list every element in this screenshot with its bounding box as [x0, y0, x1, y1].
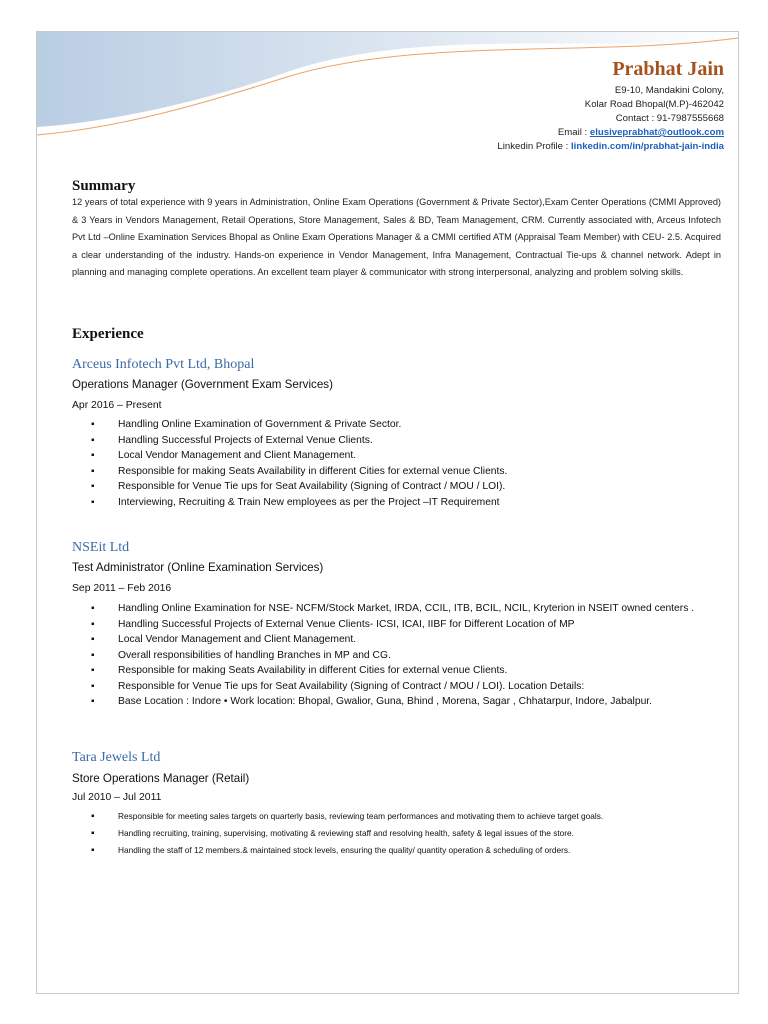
- list-item: ▪ Local Vendor Management and Client Management.: [87, 632, 727, 648]
- experience-heading: Experience: [72, 326, 144, 342]
- list-item: ▪ Overall responsibilities of handling Branches in MP and CG.: [87, 648, 727, 664]
- job-2-dates: Sep 2011 – Feb 2016: [72, 583, 172, 594]
- summary-text: 12 years of total experience with 9 years in Administration, Online Exam Operations (Government & Private Sector),Exam Center Operations (CMMI Approved) & 3 Years in Vendors Management, Retail Operations, Store Management, Sales & BD, Team Management, CRM. Currently associated with, Arceus Infotech Pvt Ltd –Online Examination Services Bhopal as Online Exam Operations Manager & a CMMI certified ATM (Appraisal Team Member) with CEU- 2.5. Acquired a clear understanding of the industry. Hands-on experience in Vendor Management, Infra Management, Contractual Tie-ups & channel network. Adept in planning and managing complete operations. An excellent team player & communicator with strong interpersonal, analyzing and problem solving skills.: [72, 197, 721, 277]
- list-item: ▪ Handling Successful Projects of External Venue Clients.: [87, 433, 727, 449]
- job-1-role: Operations Manager (Government Exam Services): [72, 378, 333, 391]
- email-label: Email :: [557, 127, 590, 138]
- email-link[interactable]: elusiveprabhat@outlook.com: [589, 127, 724, 138]
- list-item: ▪ Local Vendor Management and Client Management.: [87, 448, 727, 464]
- address-line-1: E9-10, Mandakini Colony,: [614, 85, 724, 96]
- linkedin-row: [497, 140, 724, 154]
- phone-number: Contact : 91-7987555668: [615, 113, 724, 124]
- list-item: ▪ Handling Online Examination of Government & Private Sector.: [87, 417, 727, 433]
- list-item: ▪ Interviewing, Recruiting & Train New employees as per the Project –IT Requirement: [87, 495, 727, 511]
- linkedin-label: Linkedin Profile :: [497, 141, 572, 152]
- job-1-dates: Apr 2016 – Present: [72, 400, 162, 411]
- job-3-responsibilities: [87, 808, 727, 860]
- list-item: ▪ Responsible for Venue Tie ups for Seat Availability (Signing of Contract / MOU / LOI).: [87, 479, 727, 495]
- list-item: ▪ Responsible for Venue Tie ups for Seat Availability (Signing of Contract / MOU / LOI). Location Details:: [87, 679, 727, 695]
- address-line-2: Kolar Road Bhopal(M.P)-462042: [584, 99, 724, 110]
- job-1-company: Arceus Infotech Pvt Ltd, Bhopal: [72, 357, 255, 372]
- job-2-responsibilities: [87, 601, 727, 710]
- resume-page: [36, 31, 739, 994]
- job-2-role: Test Administrator (Online Examination Services): [72, 561, 324, 574]
- list-item: ▪ Handling the staff of 12 members.& maintained stock levels, ensuring the quality/ quantity operation & scheduling of orders.: [87, 842, 727, 859]
- candidate-name: Prabhat Jain: [612, 58, 724, 80]
- list-item: ▪ Responsible for meeting sales targets on quarterly basis, reviewing team performances and motivating them to achieve target goals.: [87, 808, 727, 825]
- job-1-responsibilities: [87, 417, 727, 510]
- list-item: ▪ Base Location : Indore • Work location: Bhopal, Gwalior, Guna, Bhind , Morena, Sagar , Chhatarpur, Indore, Jabalpur.: [87, 694, 727, 710]
- job-3-role: Store Operations Manager (Retail): [72, 772, 250, 785]
- list-item: ▪ Handling recruiting, training, supervising, motivating & reviewing staff and resolving health, safety & legal issues of the store.: [87, 825, 727, 842]
- job-2-company: NSEit Ltd: [72, 540, 130, 555]
- job-3-dates: Jul 2010 – Jul 2011: [72, 792, 162, 803]
- list-item: ▪ Responsible for making Seats Availability in different Cities for external venue Clients.: [87, 663, 727, 679]
- job-3-company: Tara Jewels Ltd: [72, 750, 161, 765]
- contact-block: [497, 84, 724, 154]
- list-item: ▪ Handling Online Examination for NSE- NCFM/Stock Market, IRDA, CCIL, ITB, BCIL, NCIL, Kryterion in NSEIT owned centers .: [87, 601, 727, 617]
- linkedin-link[interactable]: linkedin.com/in/prabhat-jain-india: [571, 141, 724, 152]
- summary-heading: Summary: [72, 178, 136, 194]
- list-item: ▪ Responsible for making Seats Availability in different Cities for external venue Clients.: [87, 464, 727, 480]
- email-row: [497, 126, 724, 140]
- list-item: ▪ Handling Successful Projects of External Venue Clients- ICSI, ICAI, IIBF for Different Location of MP: [87, 617, 727, 633]
